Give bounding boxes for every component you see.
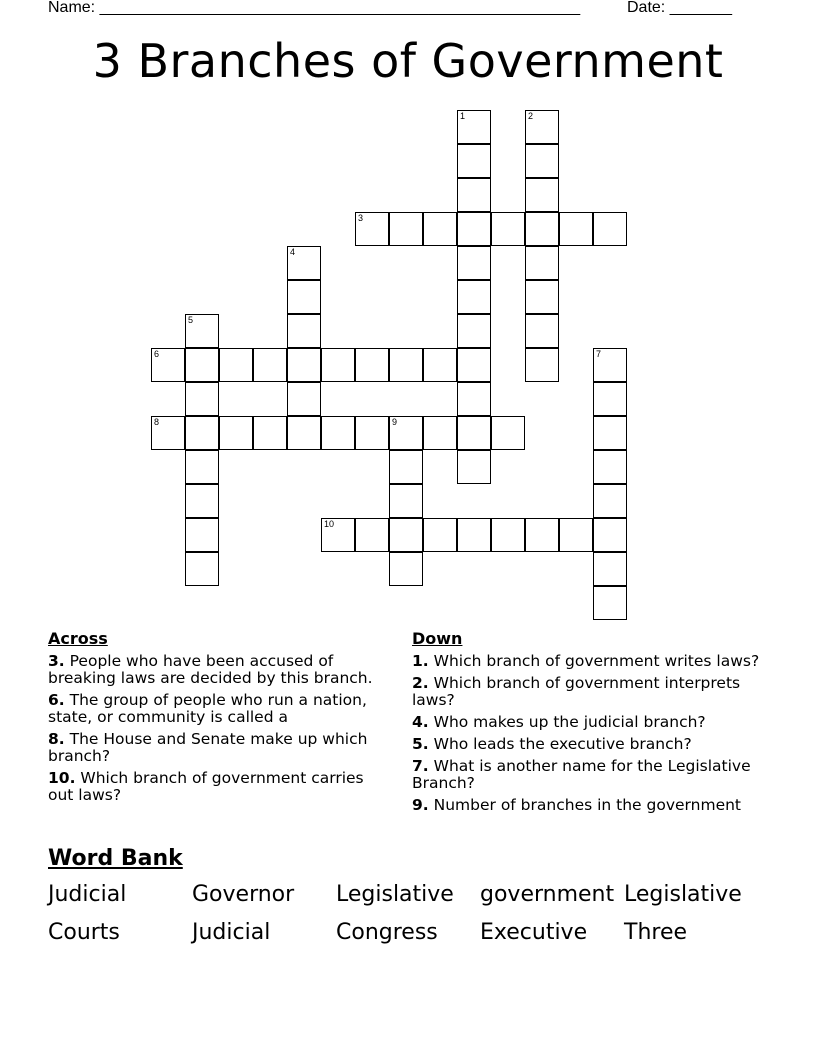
clue-number-label: 1 bbox=[460, 111, 466, 121]
crossword-cell[interactable] bbox=[423, 416, 457, 450]
crossword-cell[interactable] bbox=[355, 212, 389, 246]
word-bank-word: Executive bbox=[480, 920, 588, 945]
crossword-cell[interactable] bbox=[321, 518, 355, 552]
clue-number-label: 4 bbox=[290, 247, 296, 257]
crossword-cell[interactable] bbox=[593, 586, 627, 620]
crossword-cell[interactable] bbox=[185, 416, 219, 450]
clue-number-label: 9 bbox=[392, 417, 398, 427]
crossword-cell[interactable] bbox=[185, 552, 219, 586]
down-clue bbox=[412, 714, 772, 731]
clue-number-label: 6 bbox=[154, 349, 160, 359]
crossword-cell[interactable] bbox=[457, 518, 491, 552]
crossword-cell[interactable] bbox=[525, 144, 559, 178]
crossword-cell[interactable] bbox=[287, 246, 321, 280]
clue-number: 10. bbox=[48, 769, 76, 787]
word-bank-word: Three bbox=[624, 920, 688, 945]
crossword-cell[interactable] bbox=[151, 416, 185, 450]
crossword-cell[interactable] bbox=[593, 212, 627, 246]
crossword-cell[interactable] bbox=[287, 416, 321, 450]
crossword-cell[interactable] bbox=[525, 518, 559, 552]
crossword-cell[interactable] bbox=[389, 416, 423, 450]
clue-number-label: 8 bbox=[154, 417, 160, 427]
clue-text: Which branch of government interprets laws? bbox=[412, 674, 741, 709]
crossword-cell[interactable] bbox=[593, 382, 627, 416]
crossword-cell[interactable] bbox=[457, 382, 491, 416]
crossword-cell[interactable] bbox=[457, 246, 491, 280]
crossword-cell[interactable] bbox=[423, 518, 457, 552]
crossword-cell[interactable] bbox=[287, 314, 321, 348]
crossword-cell[interactable] bbox=[593, 518, 627, 552]
clue-number-label: 5 bbox=[188, 315, 194, 325]
down-clue bbox=[412, 758, 772, 792]
clue-number: 8. bbox=[48, 730, 65, 748]
across-heading: Across bbox=[48, 629, 108, 648]
crossword-cell[interactable] bbox=[491, 212, 525, 246]
across-clue bbox=[48, 731, 393, 765]
crossword-cell[interactable] bbox=[287, 348, 321, 382]
crossword-cell[interactable] bbox=[389, 348, 423, 382]
crossword-cell[interactable] bbox=[389, 450, 423, 484]
crossword-cell[interactable] bbox=[185, 518, 219, 552]
word-bank-word: Judicial bbox=[192, 920, 271, 945]
clue-number-label: 3 bbox=[358, 213, 364, 223]
clue-text: Which branch of government writes laws? bbox=[433, 652, 760, 670]
crossword-cell[interactable] bbox=[423, 212, 457, 246]
crossword-cell[interactable] bbox=[253, 416, 287, 450]
name-field-label: Name: ______________________________________________________ bbox=[48, 0, 581, 16]
clue-text: The House and Senate make up which branch? bbox=[48, 730, 368, 765]
crossword-cell[interactable] bbox=[559, 518, 593, 552]
crossword-cell[interactable] bbox=[185, 450, 219, 484]
word-bank-word: Legislative bbox=[624, 882, 742, 907]
crossword-cell[interactable] bbox=[389, 518, 423, 552]
clue-text: Who leads the executive branch? bbox=[433, 735, 692, 753]
crossword-cell[interactable] bbox=[525, 178, 559, 212]
crossword-cell[interactable] bbox=[525, 280, 559, 314]
clue-number: 5. bbox=[412, 735, 429, 753]
crossword-cell[interactable] bbox=[457, 110, 491, 144]
crossword-cell[interactable] bbox=[525, 348, 559, 382]
clue-number: 9. bbox=[412, 796, 429, 814]
crossword-cell[interactable] bbox=[389, 552, 423, 586]
crossword-cell[interactable] bbox=[525, 110, 559, 144]
clue-number-label: 10 bbox=[324, 519, 335, 529]
crossword-cell[interactable] bbox=[287, 382, 321, 416]
down-clue bbox=[412, 797, 772, 814]
word-bank-word: government bbox=[480, 882, 615, 907]
crossword-cell[interactable] bbox=[389, 212, 423, 246]
down-heading: Down bbox=[412, 629, 463, 648]
word-bank-word: Judicial bbox=[48, 882, 127, 907]
crossword-cell[interactable] bbox=[185, 348, 219, 382]
crossword-cell[interactable] bbox=[593, 416, 627, 450]
across-clues bbox=[48, 630, 393, 809]
crossword-cell[interactable] bbox=[355, 416, 389, 450]
clue-text: Number of branches in the government bbox=[433, 796, 742, 814]
crossword-cell[interactable] bbox=[185, 314, 219, 348]
word-bank-word: Governor bbox=[192, 882, 295, 907]
crossword-cell[interactable] bbox=[185, 484, 219, 518]
clue-text: Who makes up the judicial branch? bbox=[433, 713, 706, 731]
word-bank-title: Word Bank bbox=[48, 846, 183, 871]
crossword-cell[interactable] bbox=[525, 212, 559, 246]
crossword-cell[interactable] bbox=[219, 348, 253, 382]
down-clue bbox=[412, 675, 772, 709]
clue-text: People who have been accused of breaking laws are decided by this branch. bbox=[48, 652, 373, 687]
down-clue bbox=[412, 653, 772, 670]
crossword-cell[interactable] bbox=[355, 348, 389, 382]
across-clue bbox=[48, 653, 393, 687]
word-bank-word: Legislative bbox=[336, 882, 454, 907]
crossword-cell[interactable] bbox=[457, 416, 491, 450]
crossword-cell[interactable] bbox=[593, 552, 627, 586]
crossword-cell[interactable] bbox=[321, 416, 355, 450]
clue-number: 6. bbox=[48, 691, 65, 709]
crossword-cell[interactable] bbox=[457, 280, 491, 314]
across-clue bbox=[48, 692, 393, 726]
crossword-cell[interactable] bbox=[593, 484, 627, 518]
crossword-cell[interactable] bbox=[491, 416, 525, 450]
crossword-cell[interactable] bbox=[423, 348, 457, 382]
crossword-cell[interactable] bbox=[389, 484, 423, 518]
word-bank-word: Congress bbox=[336, 920, 438, 945]
crossword-cell[interactable] bbox=[253, 348, 287, 382]
crossword-cell[interactable] bbox=[287, 280, 321, 314]
clue-number: 3. bbox=[48, 652, 65, 670]
clue-number: 4. bbox=[412, 713, 429, 731]
crossword-cell[interactable] bbox=[457, 144, 491, 178]
crossword-cell[interactable] bbox=[457, 450, 491, 484]
crossword-cell[interactable] bbox=[457, 178, 491, 212]
crossword-cell[interactable] bbox=[457, 212, 491, 246]
crossword-cell[interactable] bbox=[559, 212, 593, 246]
crossword-cell[interactable] bbox=[457, 348, 491, 382]
down-clue bbox=[412, 736, 772, 753]
clue-number: 7. bbox=[412, 757, 429, 775]
date-field-label: Date: _______ bbox=[627, 0, 732, 16]
clue-text: What is another name for the Legislative Branch? bbox=[412, 757, 751, 792]
crossword-cell[interactable] bbox=[185, 382, 219, 416]
clue-number-label: 2 bbox=[528, 111, 534, 121]
clue-number-label: 7 bbox=[596, 349, 602, 359]
across-clue bbox=[48, 770, 393, 804]
clue-text: The group of people who run a nation, state, or community is called a bbox=[48, 691, 367, 726]
crossword-cell[interactable] bbox=[593, 450, 627, 484]
crossword-cell[interactable] bbox=[525, 314, 559, 348]
crossword-cell[interactable] bbox=[525, 246, 559, 280]
clue-number: 2. bbox=[412, 674, 429, 692]
crossword-cell[interactable] bbox=[151, 348, 185, 382]
page-title: 3 Branches of Government bbox=[92, 34, 724, 88]
word-bank-word: Courts bbox=[48, 920, 120, 945]
clue-text: Which branch of government carries out laws? bbox=[48, 769, 364, 804]
crossword-cell[interactable] bbox=[355, 518, 389, 552]
crossword-cell[interactable] bbox=[491, 518, 525, 552]
clue-number: 1. bbox=[412, 652, 429, 670]
crossword-cell[interactable] bbox=[593, 348, 627, 382]
crossword-cell[interactable] bbox=[457, 314, 491, 348]
down-clues bbox=[412, 630, 772, 819]
crossword-cell[interactable] bbox=[219, 416, 253, 450]
crossword-cell[interactable] bbox=[321, 348, 355, 382]
